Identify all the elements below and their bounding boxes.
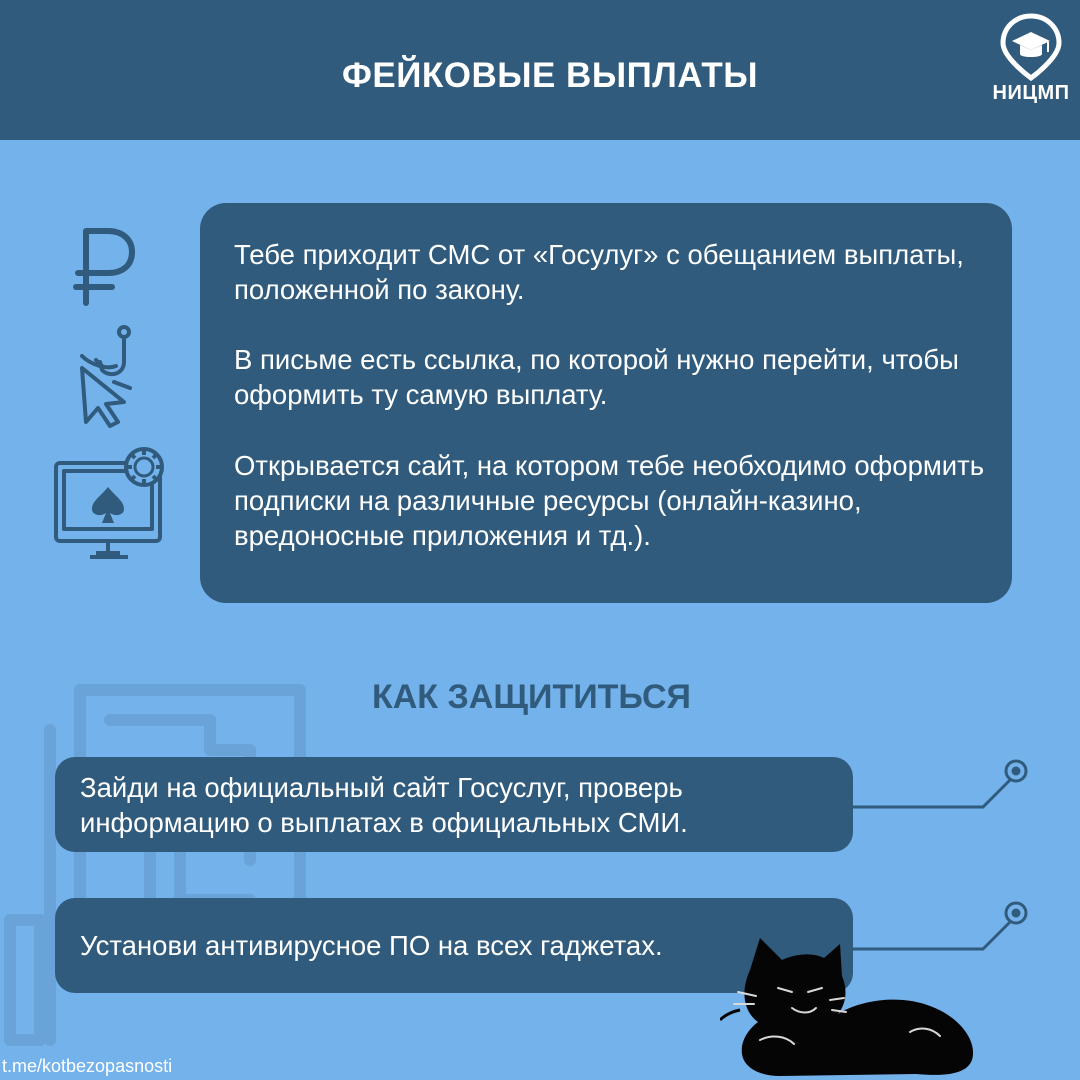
page-title: ФЕЙКОВЫЕ ВЫПЛАТЫ: [341, 56, 758, 95]
casino-monitor-icon: [52, 445, 172, 565]
info-paragraph-2: В письме есть ссылка, по которой нужно перейти, чтобы оформить ту самую выплату.: [234, 344, 959, 410]
info-paragraph-1: Тебе приходит СМС от «Госулуг» с обещанием выплаты, положенной по закону.: [234, 239, 964, 305]
tip-box-1: [55, 757, 853, 852]
logo: [990, 12, 1072, 112]
ruble-icon: [70, 225, 140, 307]
footer-link[interactable]: t.me/kotbezopasnosti: [2, 1056, 173, 1076]
tip-text-1: Зайди на официальный сайт Госуслуг, проверь информацию о выплатах в официальных СМИ.: [80, 772, 688, 838]
graduation-cap-pin-icon: [990, 12, 1072, 82]
background-document-illustration: [0, 660, 360, 1080]
info-paragraph-3: Открывается сайт, на котором тебе необходимо оформить подписки на различные ресурсы (онлайн-казино, вредоносные приложения и тд.).: [234, 450, 985, 551]
black-cat-illustration: [720, 930, 990, 1080]
logo-text: НИЦМП: [992, 82, 1070, 104]
connector-line-1: [853, 755, 1043, 815]
protection-title: КАК ЗАЩИТИТЬСЯ: [372, 678, 691, 716]
header-bar: [0, 0, 1080, 140]
info-box: [200, 203, 1012, 603]
tip-text-2: Установи антивирусное ПО на всех гаджетах.: [80, 930, 663, 961]
phishing-hook-cursor-icon: [72, 322, 142, 432]
